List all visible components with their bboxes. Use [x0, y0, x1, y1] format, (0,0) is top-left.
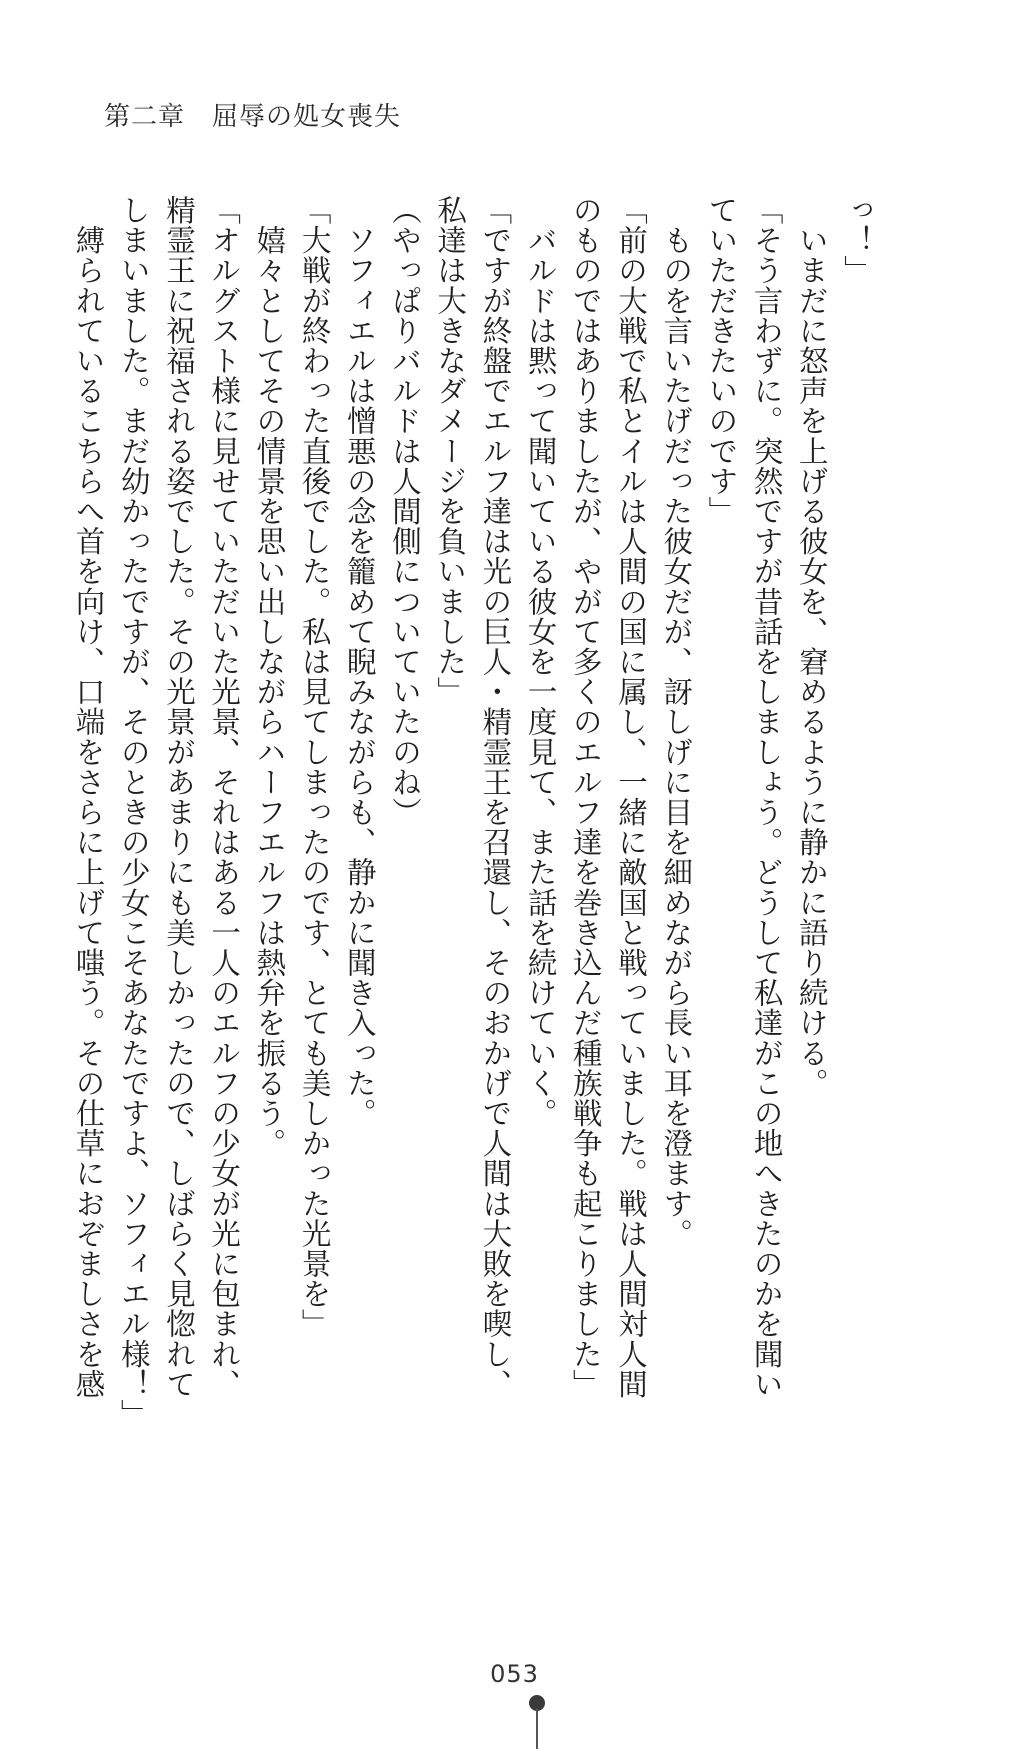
text-line: 「大戦が終わった直後でした。私は見てしまったのです、とても美しかった光景を」 — [297, 195, 332, 1339]
text-line: いまだに怒声を上げる彼女を、窘めるように静かに語り続ける。 — [794, 195, 829, 1098]
text-line: 私達は大きなダメージを負いました」 — [433, 195, 468, 707]
text-line: （やっぱりバルドは人間側についていたのね） — [387, 195, 422, 828]
text-line: っ！」 — [840, 195, 874, 286]
text-line: しまいました。まだ幼かったですが、そのときの少女こそあなたですよ、ソフィエル様！」 — [116, 195, 151, 1430]
text-line: 縛られているこちらへ首を向け、口端をさらに上げて嗤う。その仕草におぞましさを感 — [71, 195, 106, 1399]
text-line: ものを言いたげだった彼女だが、訝しげに目を細めながら長い耳を澄ます。 — [659, 195, 694, 1249]
text-line: 嬉々としてその情景を思い出しながらハーフエルフは熱弁を振るう。 — [252, 195, 287, 1159]
page-number: 053 — [490, 1660, 539, 1688]
text-line: ソフィエルは憎悪の念を籠めて睨みながらも、静かに聞き入った。 — [342, 195, 377, 1129]
text-line: 「前の大戦で私とイルは人間の国に属し、一緒に敵国と戦っていました。戦は人間対人間 — [613, 195, 648, 1399]
text-line: バルドは黙って聞いている彼女を一度見て、また話を続けていく。 — [523, 195, 558, 1129]
text-line: 「ですが終盤でエルフ達は光の巨人・精霊王を召還し、そのおかげで人間は大敗を喫し、 — [478, 195, 513, 1399]
page-marker-line — [536, 1709, 538, 1749]
text-line: 精霊王に祝福される姿でした。その光景があまりにも美しかったので、しばらく見惚れて — [161, 195, 196, 1399]
text-line: のものではありましたが、やがて多くのエルフ達を巻き込んだ種族戦争も起こりました」 — [568, 195, 603, 1399]
text-line: 「そう言わずに。突然ですが昔話をしましょう。どうして私達がこの地へきたのかを聞い — [749, 195, 784, 1399]
running-header: 第二章 屈辱の処女喪失 — [104, 102, 402, 132]
text-line: ていただきたいのです」 — [704, 195, 739, 527]
body-text — [71, 195, 879, 1435]
text-line: 「オルグスト様に見せていただいた光景、それはある一人のエルフの少女が光に包まれ、 — [207, 195, 242, 1399]
